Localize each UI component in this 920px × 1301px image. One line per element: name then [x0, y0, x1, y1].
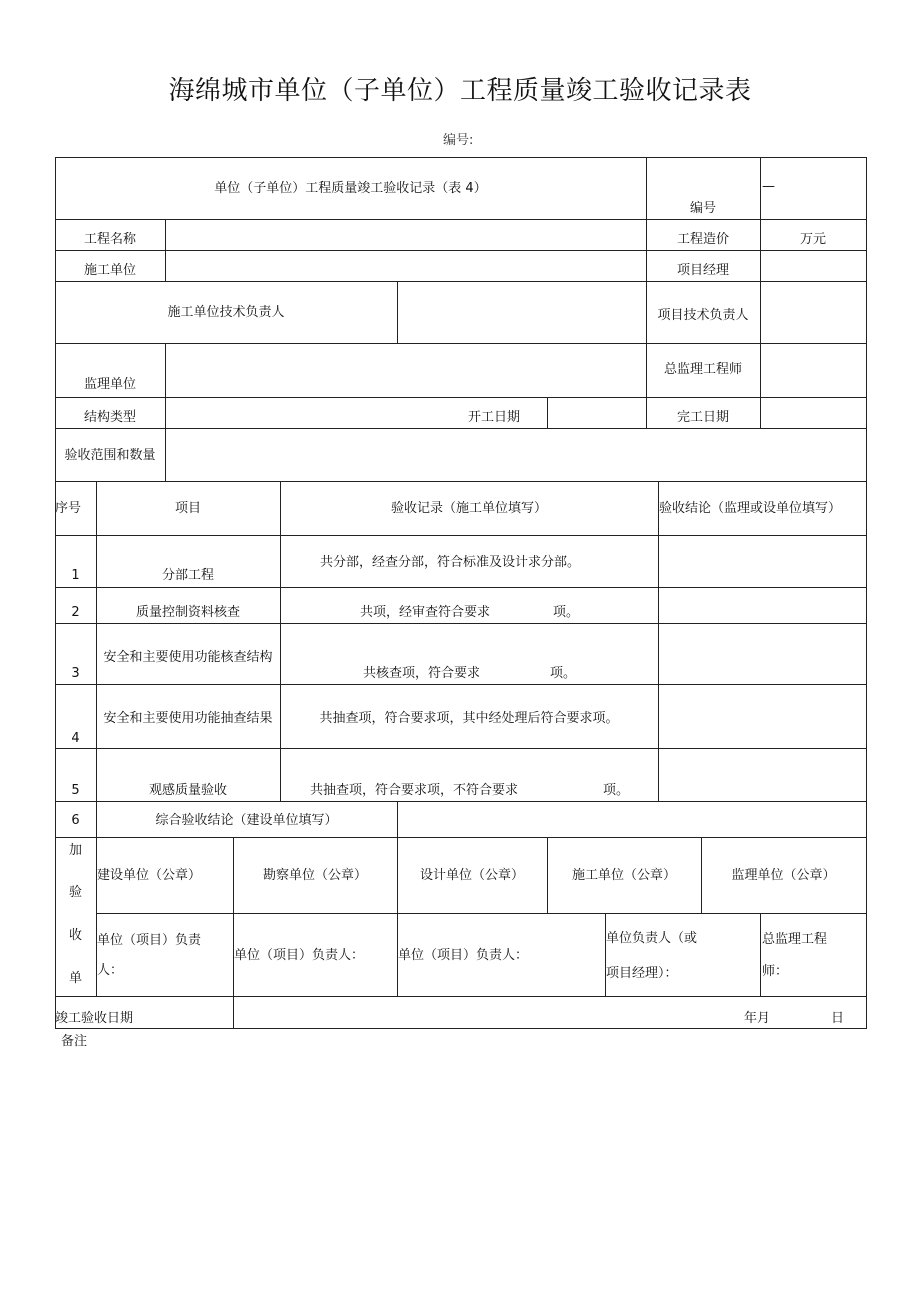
col-conclusion: 验收结论（监理或设单位填写）	[659, 501, 842, 516]
chief-supervisor-label: 总监理工程师	[663, 362, 742, 377]
row-number: 1	[71, 568, 80, 583]
sign-design: 单位（项目）负责人：	[398, 948, 529, 963]
row-item: 质量控制资料核查	[135, 605, 240, 620]
project-manager-label: 项目经理	[676, 263, 729, 278]
completion-date-label: 竣工验收日期	[55, 1011, 134, 1026]
sign-supervisor-line1: 总监理工程	[762, 932, 828, 947]
row-record: 共核查项，符合要求	[363, 666, 481, 681]
sign-contractor-line1: 单位负责人（或	[606, 931, 698, 946]
side-label-char: 验	[68, 885, 82, 900]
row-item: 分部工程	[161, 568, 214, 583]
supervisor-unit-label: 监理单位	[83, 377, 136, 392]
side-label-char: 收	[68, 928, 82, 943]
cost-unit: 万元	[799, 232, 826, 247]
row-item: 安全和主要使用功能核查结构	[103, 650, 273, 665]
contractor-tech-lead-label: 施工单位技术负责人	[167, 305, 285, 320]
sign-survey: 单位（项目）负责人：	[234, 948, 365, 963]
overall-conclusion-label: 综合验收结论（建设单位填写）	[155, 813, 338, 828]
project-tech-lead-label: 项目技术负责人	[657, 308, 749, 323]
record-number-value: —	[762, 179, 775, 194]
side-label-char: 单	[68, 971, 82, 986]
page-title: 海绵城市单位（子单位）工程质量竣工验收记录表	[168, 76, 752, 106]
row-record-tail: 项。	[550, 666, 577, 681]
record-number-label: 编号	[689, 201, 716, 216]
doc-number-label: 编号:	[443, 133, 474, 148]
row-number: 6	[71, 813, 80, 828]
row-record: 共抽查项，符合要求项，不符合要求	[310, 783, 519, 798]
start-date-label: 开工日期	[468, 410, 521, 425]
row-number: 3	[71, 666, 80, 681]
sign-construction-line1: 单位（项目）负责	[97, 933, 202, 948]
sign-construction-line2: 人：	[97, 963, 124, 978]
row-record-tail: 项。	[553, 605, 580, 620]
row-item: 安全和主要使用功能抽查结果	[103, 711, 273, 726]
row-number: 4	[71, 731, 80, 746]
project-name-label: 工程名称	[83, 232, 136, 247]
col-item: 项目	[174, 501, 201, 516]
record-table-label: 单位（子单位）工程质量竣工验收记录（表 4）	[214, 181, 487, 196]
unit-construction: 建设单位（公章）	[97, 868, 202, 883]
row-number: 5	[71, 783, 80, 798]
col-seq: 序号	[55, 501, 82, 516]
row-record: 共分部，经查分部，符合标准及设计求分部。	[319, 555, 580, 570]
side-label-char: 加	[68, 843, 82, 858]
sign-contractor-line2: 项目经理）：	[606, 966, 678, 981]
remark-label: 备注	[61, 1034, 88, 1049]
scope-label: 验收范围和数量	[64, 448, 156, 463]
end-date-label: 完工日期	[676, 410, 729, 425]
project-cost-label: 工程造价	[676, 232, 729, 247]
unit-design: 设计单位（公章）	[419, 868, 524, 883]
completion-year-month: 年月	[744, 1011, 771, 1026]
unit-contractor: 施工单位（公章）	[571, 868, 676, 883]
col-record: 验收记录（施工单位填写）	[390, 501, 547, 516]
row-record: 共项，经审查符合要求	[360, 605, 491, 620]
sign-supervisor-line2: 师：	[762, 964, 789, 979]
row-record: 共抽查项，符合要求项，其中经处理后符合要求项。	[319, 711, 619, 726]
row-item: 观感质量验收	[148, 783, 227, 798]
row-number: 2	[71, 605, 80, 620]
unit-survey: 勘察单位（公章）	[262, 868, 367, 883]
structure-type-label: 结构类型	[83, 410, 136, 425]
completion-day: 日	[831, 1011, 845, 1026]
row-record-tail: 项。	[603, 783, 630, 798]
contractor-label: 施工单位	[83, 263, 136, 278]
unit-supervisor: 监理单位（公章）	[731, 868, 836, 883]
